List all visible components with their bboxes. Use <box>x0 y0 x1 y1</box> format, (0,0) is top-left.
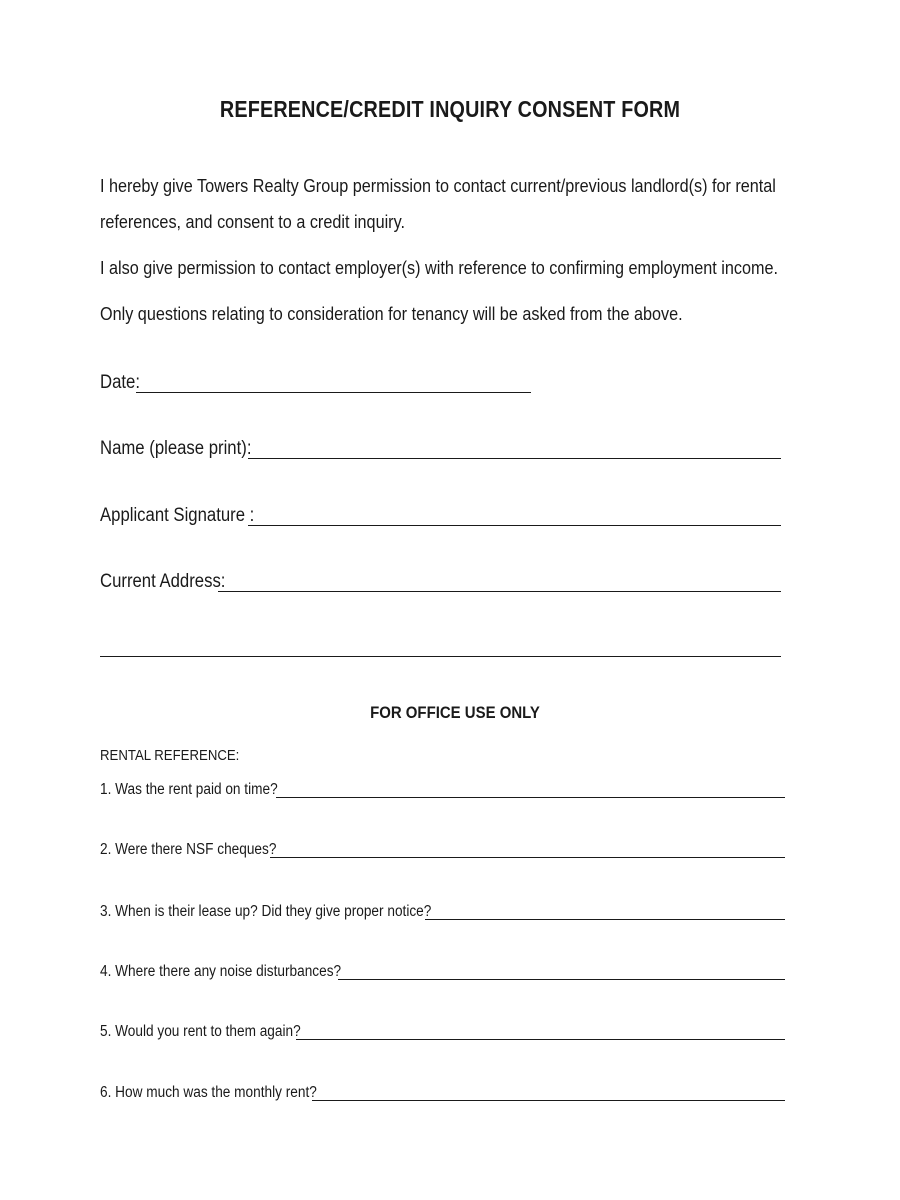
office-question-3[interactable] <box>100 899 785 921</box>
name-input-line[interactable] <box>248 458 781 459</box>
question-label: 6. How much was the monthly rent? <box>100 1084 317 1101</box>
address-continuation-line[interactable] <box>100 656 781 657</box>
date-input-line[interactable] <box>136 392 531 393</box>
question-label: 4. Where there any noise disturbances? <box>100 963 342 980</box>
question-answer-line[interactable] <box>312 1100 785 1101</box>
question-answer-line[interactable] <box>270 857 785 858</box>
question-answer-line[interactable] <box>296 1039 785 1040</box>
question-answer-line[interactable] <box>338 979 785 980</box>
office-question-4[interactable] <box>100 959 785 981</box>
paragraph-permission-line-1: I hereby give Towers Realty Group permission to contact current/previous landlord(s) for rental <box>100 176 776 196</box>
date-field[interactable] <box>100 366 531 394</box>
address-continuation-field[interactable] <box>100 630 781 658</box>
question-label: 5. Would you rent to them again? <box>100 1023 301 1040</box>
date-label: Date: <box>100 372 140 393</box>
office-question-6[interactable] <box>100 1080 785 1102</box>
signature-field[interactable] <box>100 499 781 527</box>
rental-reference-label: RENTAL REFERENCE: <box>100 747 240 764</box>
question-label: 3. When is their lease up? Did they give proper notice? <box>100 903 432 920</box>
signature-input-line[interactable] <box>248 525 781 526</box>
question-answer-line[interactable] <box>276 797 785 798</box>
address-field[interactable] <box>100 565 781 593</box>
name-label: Name (please print): <box>100 438 252 459</box>
paragraph-questions-notice: Only questions relating to consideration for tenancy will be asked from the above. <box>100 304 683 324</box>
signature-label: Applicant Signature : <box>100 505 255 526</box>
name-field[interactable] <box>100 432 781 460</box>
office-question-1[interactable] <box>100 777 785 799</box>
office-use-heading: FOR OFFICE USE ONLY <box>370 703 540 722</box>
office-question-2[interactable] <box>100 837 785 859</box>
office-question-5[interactable] <box>100 1019 785 1041</box>
question-answer-line[interactable] <box>425 919 785 920</box>
question-label: 2. Were there NSF cheques? <box>100 841 277 858</box>
paragraph-employer-permission: I also give permission to contact employer(s) with reference to confirming employment income. <box>100 258 778 278</box>
page-title: REFERENCE/CREDIT INQUIRY CONSENT FORM <box>219 96 681 122</box>
paragraph-permission-line-2: references, and consent to a credit inquiry. <box>100 212 405 232</box>
address-input-line[interactable] <box>218 591 781 592</box>
address-label: Current Address: <box>100 571 226 592</box>
question-label: 1. Was the rent paid on time? <box>100 781 278 798</box>
